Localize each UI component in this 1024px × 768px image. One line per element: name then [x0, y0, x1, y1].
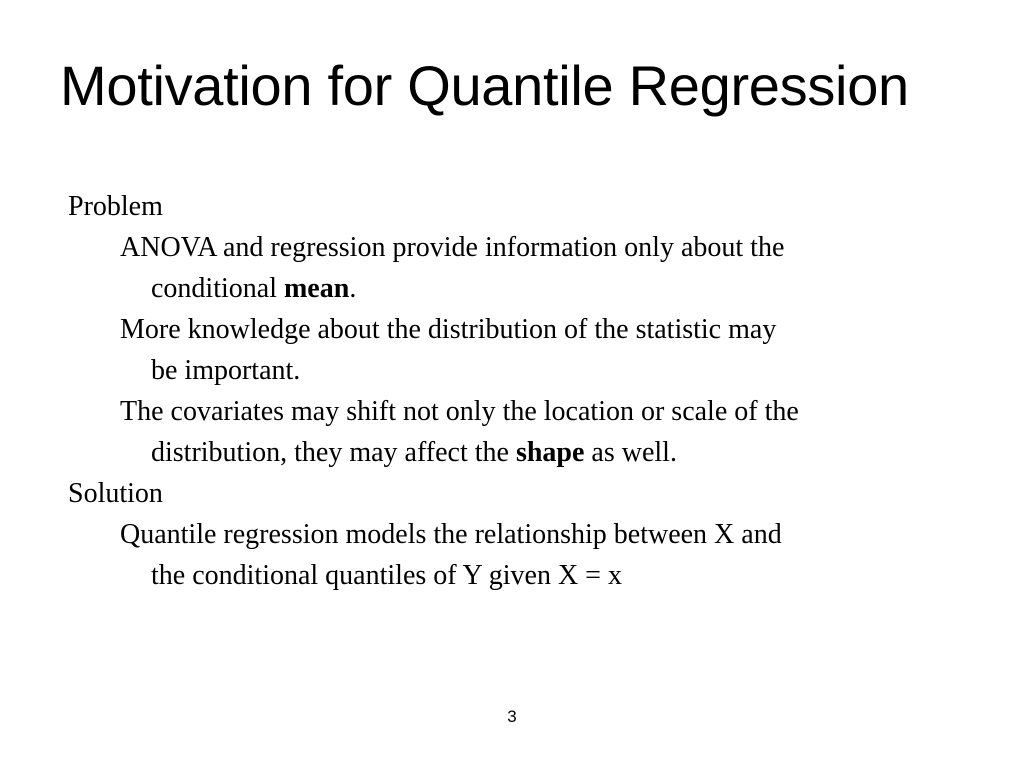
mean-emphasis: mean	[283, 273, 350, 304]
solution-heading: Solution	[68, 478, 163, 509]
shape-emphasis: shape	[515, 437, 585, 468]
problem-item-3-line-2-start: distribution, they may affect the	[151, 437, 516, 468]
solution-item-1-line-2: the conditional quantiles of Y given X = x	[151, 560, 622, 591]
problem-item-1-line-1: ANOVA and regression provide information only about the	[120, 232, 785, 263]
slide-content	[68, 186, 968, 596]
problem-item-3-line-1: The covariates may shift not only the location or scale of the	[120, 396, 799, 427]
problem-item-covariates-shape	[120, 391, 968, 473]
problem-item-conditional-mean	[120, 227, 968, 309]
solution-item-quantile-regression	[120, 514, 968, 596]
problem-item-2-line-2: be important.	[151, 355, 301, 386]
page-number: 3	[507, 707, 517, 726]
problem-item-distribution-knowledge	[120, 309, 968, 391]
problem-item-2-line-1: More knowledge about the distribution of the statistic may	[120, 314, 777, 345]
problem-item-1-line-2-start: conditional	[151, 273, 284, 304]
problem-item-3-line-2-end: as well.	[584, 437, 677, 468]
solution-item-1-line-1: Quantile regression models the relationship between X and	[120, 519, 782, 550]
slide-title: Motivation for Quantile Regression	[60, 54, 909, 117]
problem-item-1-line-2-end: .	[349, 273, 357, 304]
problem-heading: Problem	[68, 191, 163, 222]
